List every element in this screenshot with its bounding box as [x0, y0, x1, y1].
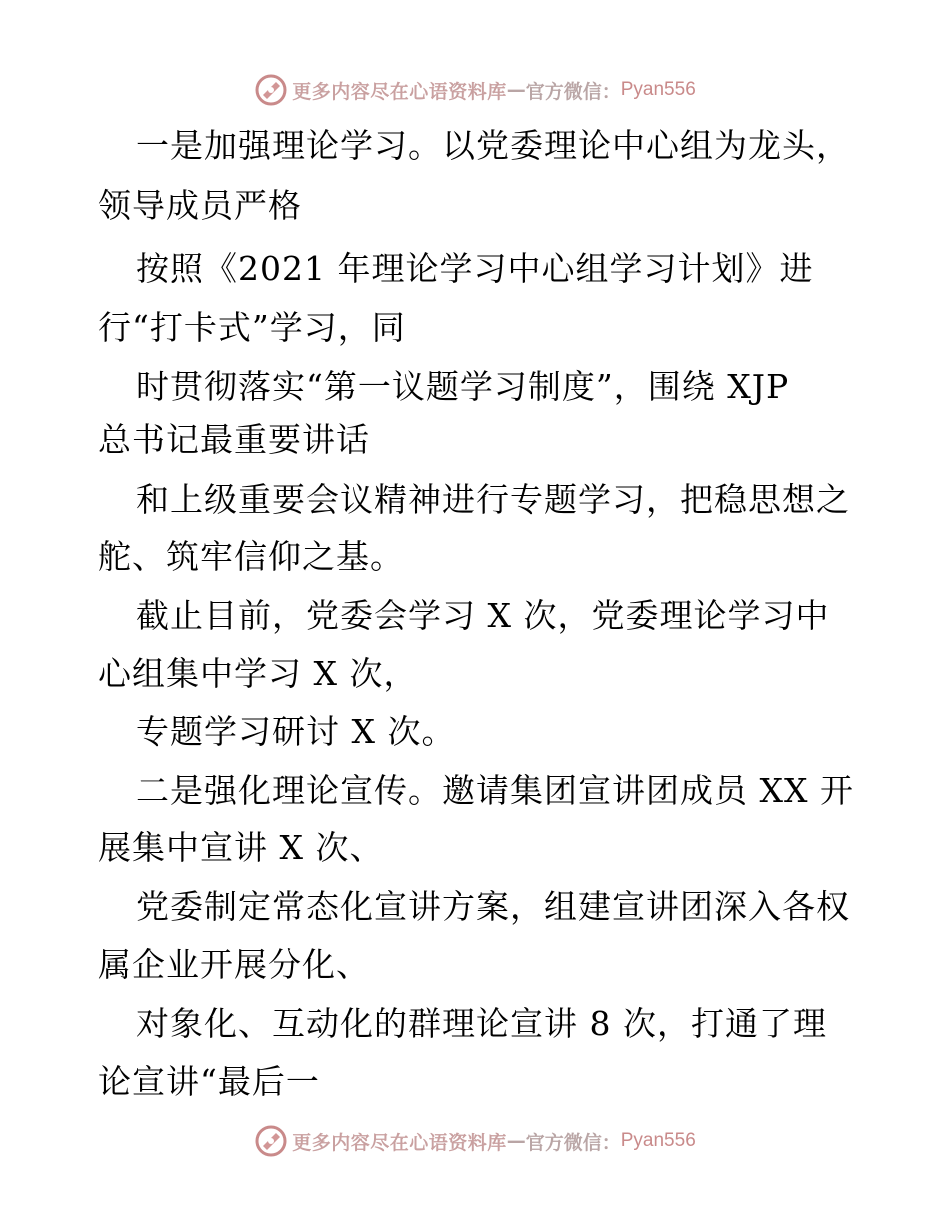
- text-line: 总书记最重要讲话: [98, 420, 370, 459]
- text-line: 截止目前，党委会学习 X 次，党委理论学习中: [136, 596, 830, 635]
- logo-icon: [254, 1124, 288, 1158]
- text-line: 领导成员严格: [98, 186, 302, 225]
- text-line: 二是强化理论宣传。邀请集团宣讲团成员 XX 开: [136, 771, 854, 810]
- text-line: 心组集中学习 X 次，: [98, 654, 418, 693]
- text-line: 对象化、互动化的群理论宣讲 8 次，打通了理: [136, 1004, 827, 1043]
- text-line: 属企业开展分化、: [98, 945, 370, 984]
- text-line: 和上级重要会议精神进行专题学习，把稳思想之: [136, 480, 850, 519]
- text-line: 一是加强理论学习。以党委理论中心组为龙头，: [136, 126, 850, 165]
- text-line: 展集中宣讲 X 次、: [98, 828, 384, 867]
- watermark-code: Pyan556: [620, 79, 696, 100]
- text-line: 舵、筑牢信仰之基。: [98, 537, 404, 576]
- text-line: 行“打卡式”学习，同: [98, 308, 406, 347]
- watermark-title: 更多内容尽在心语资料库: [292, 1131, 507, 1154]
- watermark-title: 更多内容尽在心语资料库: [292, 80, 507, 103]
- watermark-separator: —: [506, 1130, 526, 1152]
- footer-watermark: [0, 1121, 950, 1161]
- text-line: 党委制定常态化宣讲方案，组建宣讲团深入各权: [136, 887, 850, 926]
- watermark-code: Pyan556: [620, 1130, 696, 1151]
- watermark-official: 官方微信：: [525, 80, 621, 103]
- watermark-official: 官方微信：: [525, 1131, 621, 1154]
- text-line: 时贯彻落实“第一议题学习制度”，围绕 XJP: [136, 367, 790, 406]
- text-line: 按照《2021 年理论学习中心组学习计划》进: [136, 249, 814, 288]
- text-line: 专题学习研讨 X 次。: [136, 712, 456, 751]
- text-line: 论宣讲“最后一: [98, 1062, 320, 1101]
- watermark-separator: —: [506, 79, 526, 101]
